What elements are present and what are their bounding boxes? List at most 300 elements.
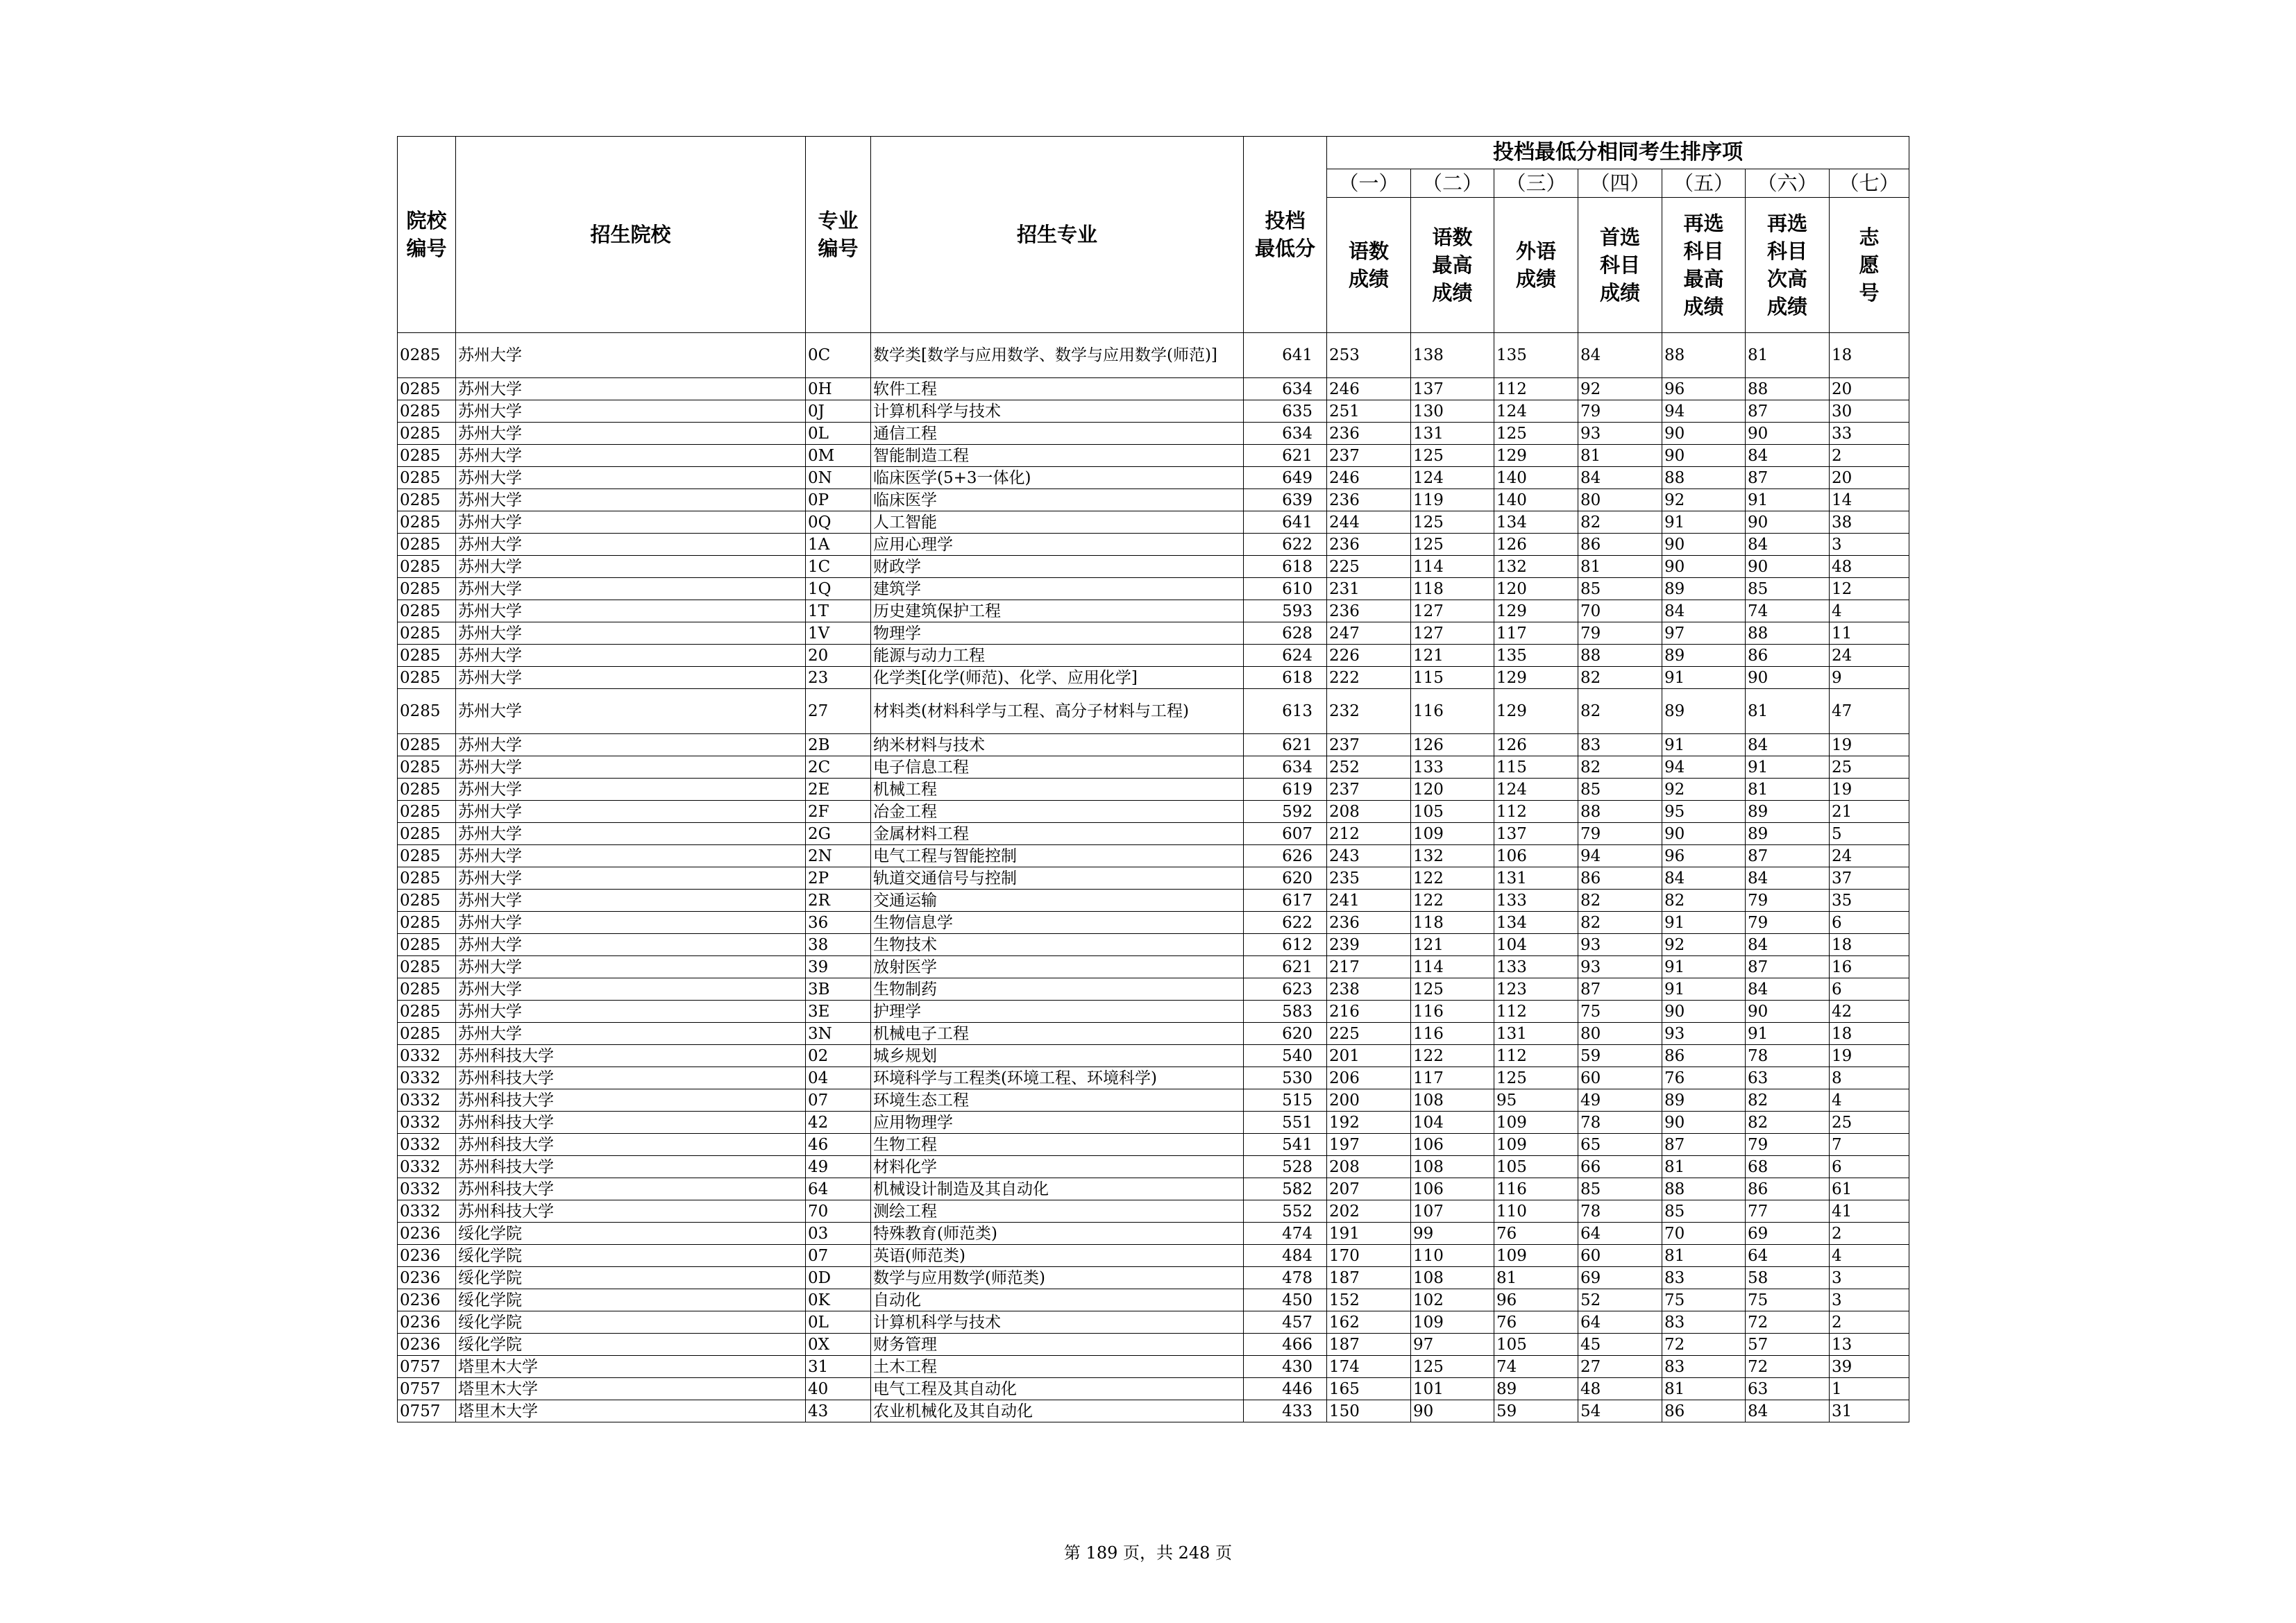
table-row — [398, 1400, 1909, 1422]
tiebreak-1-cell: 236 — [1327, 534, 1411, 556]
tiebreak-4-cell: 82 — [1578, 689, 1662, 734]
tiebreak-7-cell: 20 — [1830, 378, 1909, 400]
tiebreak-6-cell: 81 — [1746, 333, 1830, 378]
major-code-cell: 39 — [806, 956, 871, 978]
tiebreak-4-cell: 69 — [1578, 1267, 1662, 1289]
major-cell: 轨道交通信号与控制 — [871, 867, 1244, 890]
table-row — [398, 867, 1909, 890]
tiebreak-1-cell: 237 — [1327, 445, 1411, 467]
tiebreak-4-cell: 79 — [1578, 400, 1662, 423]
tiebreak-6-cell: 82 — [1746, 1089, 1830, 1112]
school-cell: 苏州大学 — [456, 511, 806, 534]
table-row — [398, 1334, 1909, 1356]
major-code-cell: 0H — [806, 378, 871, 400]
tiebreak-2-cell: 114 — [1411, 956, 1494, 978]
table-row — [398, 400, 1909, 423]
table-row — [398, 622, 1909, 645]
tiebreak-7-cell: 12 — [1830, 578, 1909, 600]
school-cell: 苏州大学 — [456, 912, 806, 934]
tiebreak-3-cell: 109 — [1494, 1245, 1578, 1267]
tiebreak-1-cell: 191 — [1327, 1223, 1411, 1245]
major-cell: 数学类[数学与应用数学、数学与应用数学(师范)] — [871, 333, 1244, 378]
tiebreak-6-cell: 87 — [1746, 845, 1830, 867]
major-code-cell: 27 — [806, 689, 871, 734]
min-score-cell: 593 — [1244, 600, 1327, 622]
tiebreak-5-cell: 81 — [1662, 1245, 1746, 1267]
tiebreak-1-cell: 208 — [1327, 801, 1411, 823]
header-tiebreak-label: 再选 科目 最高 成绩 — [1662, 198, 1746, 333]
tiebreak-1-cell: 150 — [1327, 1400, 1411, 1422]
school-cell: 苏州大学 — [456, 667, 806, 689]
min-score-cell: 607 — [1244, 823, 1327, 845]
major-code-cell: 2B — [806, 734, 871, 756]
header-major: 招生专业 — [871, 137, 1244, 333]
tiebreak-6-cell: 84 — [1746, 978, 1830, 1001]
tiebreak-3-cell: 59 — [1494, 1400, 1578, 1422]
major-cell: 冶金工程 — [871, 801, 1244, 823]
tiebreak-1-cell: 217 — [1327, 956, 1411, 978]
tiebreak-4-cell: 64 — [1578, 1223, 1662, 1245]
school-code-cell: 0285 — [398, 978, 456, 1001]
tiebreak-7-cell: 6 — [1830, 912, 1909, 934]
table-row — [398, 779, 1909, 801]
school-code-cell: 0285 — [398, 600, 456, 622]
min-score-cell: 457 — [1244, 1311, 1327, 1334]
tiebreak-5-cell: 92 — [1662, 779, 1746, 801]
tiebreak-5-cell: 89 — [1662, 578, 1746, 600]
tiebreak-2-cell: 130 — [1411, 400, 1494, 423]
school-cell: 苏州大学 — [456, 934, 806, 956]
tiebreak-7-cell: 31 — [1830, 1400, 1909, 1422]
table-row — [398, 1311, 1909, 1334]
major-cell: 通信工程 — [871, 423, 1244, 445]
table-row — [398, 578, 1909, 600]
major-code-cell: 0N — [806, 467, 871, 489]
min-score-cell: 484 — [1244, 1245, 1327, 1267]
tiebreak-3-cell: 135 — [1494, 333, 1578, 378]
table-row — [398, 1089, 1909, 1112]
tiebreak-4-cell: 70 — [1578, 600, 1662, 622]
table-row — [398, 445, 1909, 467]
tiebreak-5-cell: 94 — [1662, 756, 1746, 779]
header-tiebreak-order: （一） — [1327, 169, 1411, 198]
school-cell: 苏州科技大学 — [456, 1134, 806, 1156]
major-cell: 计算机科学与技术 — [871, 1311, 1244, 1334]
school-code-cell: 0285 — [398, 689, 456, 734]
tiebreak-6-cell: 63 — [1746, 1378, 1830, 1400]
tiebreak-2-cell: 105 — [1411, 801, 1494, 823]
tiebreak-4-cell: 84 — [1578, 333, 1662, 378]
tiebreak-6-cell: 69 — [1746, 1223, 1830, 1245]
tiebreak-7-cell: 2 — [1830, 445, 1909, 467]
major-cell: 生物制药 — [871, 978, 1244, 1001]
tiebreak-7-cell: 21 — [1830, 801, 1909, 823]
min-score-cell: 530 — [1244, 1067, 1327, 1089]
min-score-cell: 617 — [1244, 890, 1327, 912]
major-code-cell: 70 — [806, 1200, 871, 1223]
tiebreak-4-cell: 93 — [1578, 423, 1662, 445]
tiebreak-3-cell: 112 — [1494, 1045, 1578, 1067]
tiebreak-1-cell: 231 — [1327, 578, 1411, 600]
tiebreak-7-cell: 4 — [1830, 600, 1909, 622]
tiebreak-7-cell: 35 — [1830, 890, 1909, 912]
table-row — [398, 978, 1909, 1001]
tiebreak-7-cell: 37 — [1830, 867, 1909, 890]
tiebreak-7-cell: 14 — [1830, 489, 1909, 511]
table-row — [398, 956, 1909, 978]
school-code-cell: 0285 — [398, 645, 456, 667]
tiebreak-7-cell: 42 — [1830, 1001, 1909, 1023]
school-cell: 苏州大学 — [456, 823, 806, 845]
major-code-cell: 0X — [806, 1334, 871, 1356]
school-code-cell: 0285 — [398, 622, 456, 645]
school-code-cell: 0236 — [398, 1289, 456, 1311]
tiebreak-5-cell: 83 — [1662, 1356, 1746, 1378]
min-score-cell: 628 — [1244, 622, 1327, 645]
tiebreak-2-cell: 117 — [1411, 1067, 1494, 1089]
tiebreak-5-cell: 85 — [1662, 1200, 1746, 1223]
tiebreak-2-cell: 115 — [1411, 667, 1494, 689]
tiebreak-1-cell: 200 — [1327, 1089, 1411, 1112]
tiebreak-4-cell: 94 — [1578, 845, 1662, 867]
tiebreak-3-cell: 115 — [1494, 756, 1578, 779]
major-code-cell: 40 — [806, 1378, 871, 1400]
tiebreak-3-cell: 134 — [1494, 912, 1578, 934]
table-row — [398, 845, 1909, 867]
school-cell: 塔里木大学 — [456, 1400, 806, 1422]
tiebreak-4-cell: 83 — [1578, 734, 1662, 756]
tiebreak-3-cell: 134 — [1494, 511, 1578, 534]
tiebreak-1-cell: 241 — [1327, 890, 1411, 912]
school-cell: 苏州大学 — [456, 867, 806, 890]
tiebreak-6-cell: 84 — [1746, 534, 1830, 556]
tiebreak-6-cell: 90 — [1746, 556, 1830, 578]
min-score-cell: 620 — [1244, 1023, 1327, 1045]
table-row — [398, 756, 1909, 779]
school-cell: 苏州大学 — [456, 956, 806, 978]
tiebreak-6-cell: 89 — [1746, 801, 1830, 823]
tiebreak-4-cell: 85 — [1578, 578, 1662, 600]
tiebreak-6-cell: 88 — [1746, 622, 1830, 645]
major-cell: 交通运输 — [871, 890, 1244, 912]
major-cell: 电气工程与智能控制 — [871, 845, 1244, 867]
table-row — [398, 1223, 1909, 1245]
header-tiebreak-label: 志 愿 号 — [1830, 198, 1909, 333]
tiebreak-3-cell: 105 — [1494, 1334, 1578, 1356]
major-cell: 金属材料工程 — [871, 823, 1244, 845]
tiebreak-1-cell: 236 — [1327, 912, 1411, 934]
tiebreak-1-cell: 212 — [1327, 823, 1411, 845]
tiebreak-1-cell: 207 — [1327, 1178, 1411, 1200]
major-code-cell: 1V — [806, 622, 871, 645]
header-tiebreak-label: 外语 成绩 — [1494, 198, 1578, 333]
tiebreak-7-cell: 41 — [1830, 1200, 1909, 1223]
tiebreak-4-cell: 60 — [1578, 1067, 1662, 1089]
tiebreak-4-cell: 86 — [1578, 534, 1662, 556]
tiebreak-6-cell: 84 — [1746, 1400, 1830, 1422]
tiebreak-6-cell: 84 — [1746, 734, 1830, 756]
school-cell: 苏州科技大学 — [456, 1156, 806, 1178]
major-cell: 机械工程 — [871, 779, 1244, 801]
min-score-cell: 641 — [1244, 333, 1327, 378]
tiebreak-1-cell: 222 — [1327, 667, 1411, 689]
min-score-cell: 540 — [1244, 1045, 1327, 1067]
major-code-cell: 0J — [806, 400, 871, 423]
tiebreak-6-cell: 84 — [1746, 934, 1830, 956]
tiebreak-1-cell: 239 — [1327, 934, 1411, 956]
tiebreak-5-cell: 90 — [1662, 1112, 1746, 1134]
school-cell: 绥化学院 — [456, 1267, 806, 1289]
tiebreak-3-cell: 106 — [1494, 845, 1578, 867]
tiebreak-6-cell: 91 — [1746, 1023, 1830, 1045]
school-code-cell: 0757 — [398, 1400, 456, 1422]
major-cell: 智能制造工程 — [871, 445, 1244, 467]
tiebreak-4-cell: 87 — [1578, 978, 1662, 1001]
min-score-cell: 515 — [1244, 1089, 1327, 1112]
tiebreak-2-cell: 132 — [1411, 845, 1494, 867]
tiebreak-1-cell: 247 — [1327, 622, 1411, 645]
tiebreak-5-cell: 94 — [1662, 400, 1746, 423]
tiebreak-4-cell: 59 — [1578, 1045, 1662, 1067]
tiebreak-3-cell: 135 — [1494, 645, 1578, 667]
major-cell: 财政学 — [871, 556, 1244, 578]
major-code-cell: 64 — [806, 1178, 871, 1200]
tiebreak-5-cell: 96 — [1662, 845, 1746, 867]
tiebreak-5-cell: 89 — [1662, 1089, 1746, 1112]
tiebreak-6-cell: 91 — [1746, 756, 1830, 779]
school-code-cell: 0285 — [398, 890, 456, 912]
tiebreak-7-cell: 11 — [1830, 622, 1909, 645]
tiebreak-3-cell: 129 — [1494, 600, 1578, 622]
tiebreak-4-cell: 93 — [1578, 956, 1662, 978]
header-tiebreak-order: （七） — [1830, 169, 1909, 198]
tiebreak-5-cell: 90 — [1662, 823, 1746, 845]
school-code-cell: 0236 — [398, 1311, 456, 1334]
school-code-cell: 0332 — [398, 1045, 456, 1067]
tiebreak-2-cell: 127 — [1411, 600, 1494, 622]
tiebreak-1-cell: 246 — [1327, 467, 1411, 489]
major-code-cell: 0L — [806, 1311, 871, 1334]
tiebreak-3-cell: 126 — [1494, 734, 1578, 756]
tiebreak-6-cell: 87 — [1746, 467, 1830, 489]
school-cell: 绥化学院 — [456, 1311, 806, 1334]
major-code-cell: 2E — [806, 779, 871, 801]
school-cell: 苏州大学 — [456, 600, 806, 622]
tiebreak-4-cell: 52 — [1578, 1289, 1662, 1311]
school-code-cell: 0285 — [398, 578, 456, 600]
major-cell: 农业机械化及其自动化 — [871, 1400, 1244, 1422]
major-cell: 财务管理 — [871, 1334, 1244, 1356]
footer-page-number: 189 — [1086, 1543, 1118, 1563]
tiebreak-2-cell: 116 — [1411, 1001, 1494, 1023]
school-cell: 苏州大学 — [456, 779, 806, 801]
tiebreak-5-cell: 83 — [1662, 1311, 1746, 1334]
tiebreak-2-cell: 110 — [1411, 1245, 1494, 1267]
tiebreak-5-cell: 82 — [1662, 890, 1746, 912]
tiebreak-6-cell: 57 — [1746, 1334, 1830, 1356]
tiebreak-3-cell: 109 — [1494, 1112, 1578, 1134]
min-score-cell: 619 — [1244, 779, 1327, 801]
min-score-cell: 621 — [1244, 956, 1327, 978]
tiebreak-2-cell: 106 — [1411, 1178, 1494, 1200]
tiebreak-6-cell: 85 — [1746, 578, 1830, 600]
major-cell: 计算机科学与技术 — [871, 400, 1244, 423]
major-cell: 生物信息学 — [871, 912, 1244, 934]
school-code-cell: 0285 — [398, 801, 456, 823]
major-code-cell: 23 — [806, 667, 871, 689]
school-cell: 苏州大学 — [456, 400, 806, 423]
tiebreak-2-cell: 122 — [1411, 1045, 1494, 1067]
major-cell: 化学类[化学(师范)、化学、应用化学] — [871, 667, 1244, 689]
tiebreak-1-cell: 226 — [1327, 645, 1411, 667]
tiebreak-2-cell: 108 — [1411, 1089, 1494, 1112]
table-row — [398, 1067, 1909, 1089]
school-code-cell: 0236 — [398, 1245, 456, 1267]
tiebreak-1-cell: 237 — [1327, 779, 1411, 801]
tiebreak-3-cell: 110 — [1494, 1200, 1578, 1223]
school-cell: 苏州大学 — [456, 1023, 806, 1045]
header-tiebreak-title: 投档最低分相同考生排序项 — [1327, 137, 1909, 169]
table-row — [398, 734, 1909, 756]
tiebreak-6-cell: 86 — [1746, 1178, 1830, 1200]
tiebreak-7-cell: 1 — [1830, 1378, 1909, 1400]
min-score-cell: 620 — [1244, 867, 1327, 890]
min-score-cell: 622 — [1244, 912, 1327, 934]
min-score-cell: 626 — [1244, 845, 1327, 867]
tiebreak-7-cell: 61 — [1830, 1178, 1909, 1200]
tiebreak-3-cell: 140 — [1494, 489, 1578, 511]
tiebreak-3-cell: 131 — [1494, 867, 1578, 890]
tiebreak-1-cell: 246 — [1327, 378, 1411, 400]
tiebreak-3-cell: 120 — [1494, 578, 1578, 600]
school-cell: 苏州大学 — [456, 423, 806, 445]
tiebreak-1-cell: 216 — [1327, 1001, 1411, 1023]
tiebreak-6-cell: 68 — [1746, 1156, 1830, 1178]
major-code-cell: 20 — [806, 645, 871, 667]
header-school-code: 院校 编号 — [398, 137, 456, 333]
school-cell: 绥化学院 — [456, 1245, 806, 1267]
major-cell: 城乡规划 — [871, 1045, 1244, 1067]
tiebreak-1-cell: 202 — [1327, 1200, 1411, 1223]
tiebreak-5-cell: 90 — [1662, 556, 1746, 578]
tiebreak-2-cell: 97 — [1411, 1334, 1494, 1356]
school-code-cell: 0236 — [398, 1334, 456, 1356]
major-code-cell: 0L — [806, 423, 871, 445]
footer-middle: 页，共 — [1123, 1543, 1173, 1563]
min-score-cell: 466 — [1244, 1334, 1327, 1356]
header-min-score: 投档 最低分 — [1244, 137, 1327, 333]
table-row — [398, 1267, 1909, 1289]
tiebreak-6-cell: 90 — [1746, 667, 1830, 689]
tiebreak-6-cell: 79 — [1746, 1134, 1830, 1156]
school-code-cell: 0285 — [398, 956, 456, 978]
major-code-cell: 36 — [806, 912, 871, 934]
tiebreak-5-cell: 84 — [1662, 867, 1746, 890]
tiebreak-7-cell: 24 — [1830, 645, 1909, 667]
major-cell: 生物技术 — [871, 934, 1244, 956]
school-cell: 苏州大学 — [456, 467, 806, 489]
major-cell: 应用物理学 — [871, 1112, 1244, 1134]
tiebreak-7-cell: 4 — [1830, 1245, 1909, 1267]
school-cell: 苏州大学 — [456, 689, 806, 734]
major-code-cell: 02 — [806, 1045, 871, 1067]
tiebreak-5-cell: 90 — [1662, 534, 1746, 556]
table-row — [398, 423, 1909, 445]
school-cell: 绥化学院 — [456, 1223, 806, 1245]
tiebreak-3-cell: 89 — [1494, 1378, 1578, 1400]
tiebreak-2-cell: 120 — [1411, 779, 1494, 801]
header-tiebreak-order: （三） — [1494, 169, 1578, 198]
header-tiebreak-label: 再选 科目 次高 成绩 — [1746, 198, 1830, 333]
major-cell: 应用心理学 — [871, 534, 1244, 556]
school-cell: 苏州大学 — [456, 801, 806, 823]
school-code-cell: 0332 — [398, 1178, 456, 1200]
min-score-cell: 622 — [1244, 534, 1327, 556]
major-cell: 临床医学(5+3一体化) — [871, 467, 1244, 489]
tiebreak-3-cell: 105 — [1494, 1156, 1578, 1178]
major-code-cell: 38 — [806, 934, 871, 956]
tiebreak-1-cell: 243 — [1327, 845, 1411, 867]
min-score-cell: 634 — [1244, 756, 1327, 779]
major-cell: 材料类(材料科学与工程、高分子材料与工程) — [871, 689, 1244, 734]
tiebreak-5-cell: 88 — [1662, 333, 1746, 378]
tiebreak-1-cell: 236 — [1327, 489, 1411, 511]
major-cell: 土木工程 — [871, 1356, 1244, 1378]
major-cell: 自动化 — [871, 1289, 1244, 1311]
tiebreak-7-cell: 9 — [1830, 667, 1909, 689]
table-row — [398, 467, 1909, 489]
school-cell: 苏州大学 — [456, 534, 806, 556]
tiebreak-1-cell: 253 — [1327, 333, 1411, 378]
table-row — [398, 1156, 1909, 1178]
tiebreak-7-cell: 39 — [1830, 1356, 1909, 1378]
table-row — [398, 1245, 1909, 1267]
school-code-cell: 0757 — [398, 1356, 456, 1378]
tiebreak-2-cell: 121 — [1411, 934, 1494, 956]
tiebreak-7-cell: 3 — [1830, 1289, 1909, 1311]
tiebreak-4-cell: 82 — [1578, 756, 1662, 779]
tiebreak-2-cell: 104 — [1411, 1112, 1494, 1134]
footer-total-pages: 248 — [1178, 1543, 1210, 1563]
tiebreak-3-cell: 96 — [1494, 1289, 1578, 1311]
tiebreak-1-cell: 236 — [1327, 600, 1411, 622]
major-code-cell: 3N — [806, 1023, 871, 1045]
tiebreak-1-cell: 225 — [1327, 556, 1411, 578]
min-score-cell: 621 — [1244, 734, 1327, 756]
tiebreak-7-cell: 47 — [1830, 689, 1909, 734]
tiebreak-2-cell: 116 — [1411, 689, 1494, 734]
tiebreak-4-cell: 85 — [1578, 779, 1662, 801]
tiebreak-1-cell: 252 — [1327, 756, 1411, 779]
school-code-cell: 0332 — [398, 1067, 456, 1089]
major-cell: 历史建筑保护工程 — [871, 600, 1244, 622]
tiebreak-3-cell: 129 — [1494, 667, 1578, 689]
school-code-cell: 0285 — [398, 400, 456, 423]
tiebreak-3-cell: 133 — [1494, 956, 1578, 978]
school-code-cell: 0285 — [398, 934, 456, 956]
tiebreak-7-cell: 33 — [1830, 423, 1909, 445]
tiebreak-3-cell: 112 — [1494, 801, 1578, 823]
tiebreak-1-cell: 197 — [1327, 1134, 1411, 1156]
table-row — [398, 1178, 1909, 1200]
tiebreak-6-cell: 74 — [1746, 600, 1830, 622]
min-score-cell: 583 — [1244, 1001, 1327, 1023]
major-cell: 英语(师范类) — [871, 1245, 1244, 1267]
min-score-cell: 610 — [1244, 578, 1327, 600]
min-score-cell: 430 — [1244, 1356, 1327, 1378]
min-score-cell: 621 — [1244, 445, 1327, 467]
school-cell: 苏州大学 — [456, 489, 806, 511]
